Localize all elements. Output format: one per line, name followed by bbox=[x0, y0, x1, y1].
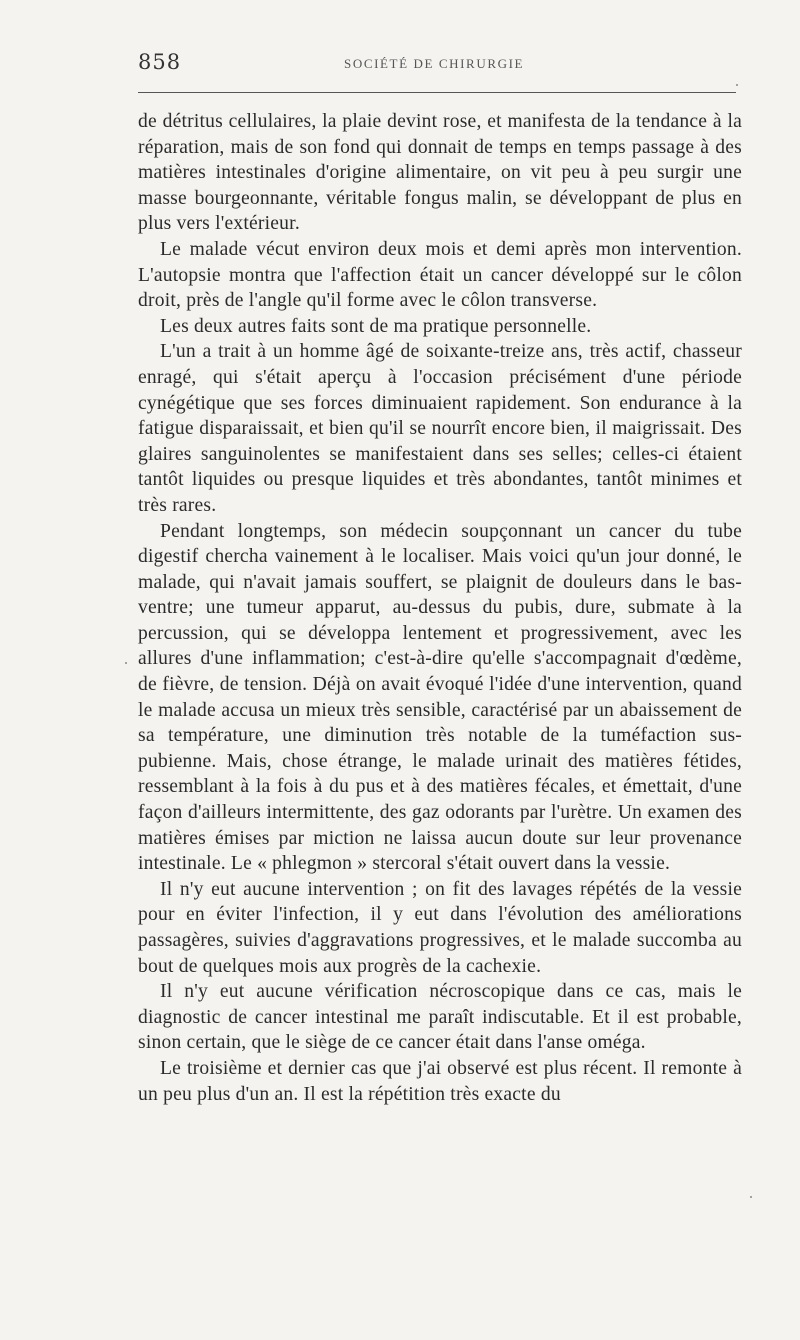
paragraph-third-case: Le troisième et dernier cas que j'ai observé est plus récent. Il remonte à un peu plus d'un an. Il est la répétition très exacte du bbox=[138, 1057, 742, 1105]
paragraph-autopsy: Le malade vécut environ deux mois et demi après mon intervention. L'autopsie montra que l'affection était un cancer développé sur le côlon droit, près de l'angle qu'il forme avec le côlon transverse. bbox=[138, 238, 742, 312]
paragraph-outcome: Il n'y eut aucune intervention ; on fit des lavages répétés de la vessie pour en éviter l'infection, il y eut dans l'évolution des améliorations passagères, suivies d'aggravations progressives, et le malade succomba au bout de quelques mois aux progrès de la cachexie. bbox=[138, 878, 742, 977]
body-text bbox=[138, 109, 742, 1107]
paragraph-first-case: L'un a trait à un homme âgé de soixante-treize ans, très actif, chasseur enragé, qui s'était aperçu à l'occasion précisément d'une période cynégétique que ses forces diminuaient rapidement. Son endurance à la fatigue disparaissait, et bien qu'il se nourrît encore bien, il maigrissait. Des glaires sanguinolentes se manifestaient dans ses selles; celles-ci étaient tantôt liquides ou presque liquides et très abondantes, tantôt minimes et très rares. bbox=[138, 341, 742, 516]
print-speck bbox=[125, 662, 127, 664]
print-speck bbox=[736, 84, 738, 86]
paragraph-diagnosis: Il n'y eut aucune vérification nécroscopique dans ce cas, mais le diagnostic de cancer intestinal me paraît indiscutable. Et il est probable, sinon certain, que le siège de ce cancer était dans l'anse oméga. bbox=[138, 981, 742, 1054]
header-divider bbox=[138, 92, 736, 93]
page-number: 858 bbox=[138, 50, 182, 74]
paragraph-continuation: de détritus cellulaires, la plaie devint rose, et manifesta de la tendance à la réparation, mais de son fond qui donnait de temps en temps passage à des matières intestinales d'origine alimentaire, on vit peu à peu surgir une masse bourgeonnante, véritable fongus malin, se développant de plus en plus vers l'extérieur. bbox=[138, 111, 742, 235]
paragraph-tumor: Pendant longtemps, son médecin soupçonnant un cancer du tube digestif chercha vainement à le localiser. Mais voici qu'un jour donné, le malade, qui n'avait jamais souffert, se plaignit de douleurs dans le bas-ventre; une tumeur apparut, au-dessus du pubis, dure, submate à la percussion, qui se développa lentement et progressivement, avec les allures d'une inflammation; c'est-à-dire qu'elle s'accompagnait d'œdème, de fièvre, de tension. Déjà on avait évoqué l'idée d'une intervention, quand le malade accusa un mieux très sensible, caractérisé par un abaissement de sa température, une diminution très notable de la tuméfaction sus-pubienne. Mais, chose étrange, le malade urinait des matières fétides, ressemblant à la fois à du pus et à des matières fécales, et émettait, d'une façon d'ailleurs intermittente, des gaz odorants par l'urètre. Un examen des matières émises par miction ne laissa aucun doute sur leur provenance intestinale. Le « phlegmon » stercoral s'était ouvert dans la vessie. bbox=[138, 520, 742, 875]
running-title: SOCIÉTÉ DE CHIRURGIE bbox=[344, 56, 525, 71]
page-header bbox=[138, 50, 738, 80]
print-speck bbox=[750, 1196, 752, 1198]
paragraph-other-cases: Les deux autres faits sont de ma pratique personnelle. bbox=[160, 315, 592, 337]
